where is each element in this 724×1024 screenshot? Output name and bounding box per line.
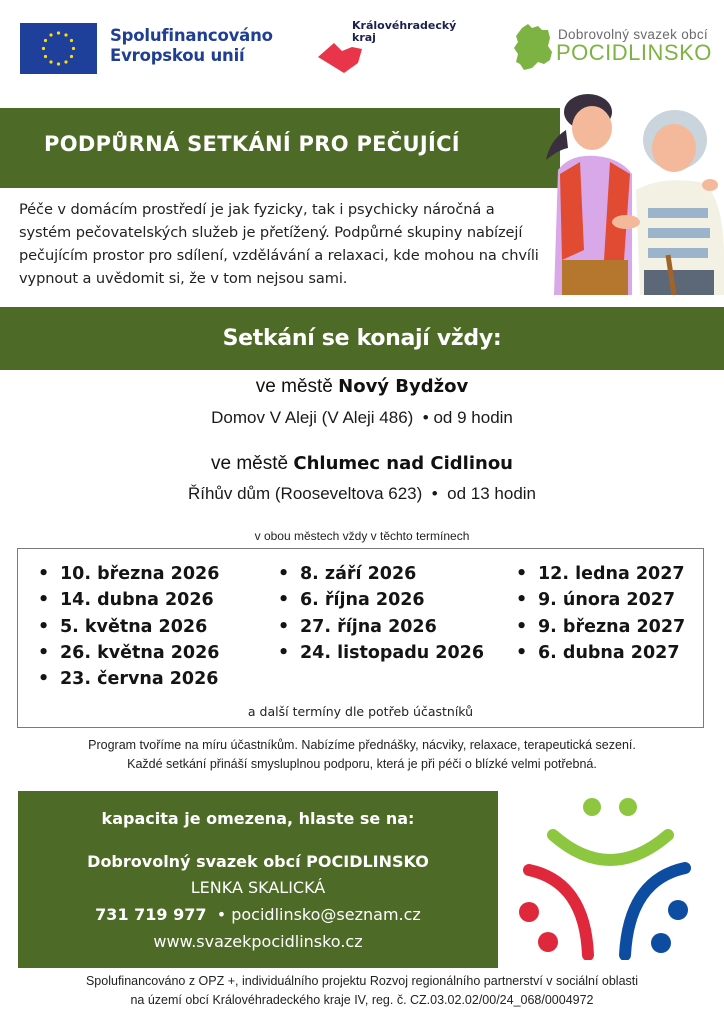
eu-stars-icon	[20, 23, 97, 74]
date-item: • 14. dubna 2026	[38, 587, 219, 613]
start-time: od 13 hodin	[447, 484, 537, 503]
eu-flag-logo	[20, 23, 97, 74]
date-item: • 9. března 2027	[516, 614, 685, 640]
contact-website-link[interactable]: www.svazekpocidlinsko.cz	[153, 932, 363, 951]
venue-address: Domov V Aleji (V Aleji 486)	[211, 408, 414, 427]
eu-text-line2: Evropskou unií	[110, 46, 245, 65]
dates-column-1	[38, 561, 219, 692]
contact-email-link[interactable]: pocidlinsko@seznam.cz	[231, 905, 421, 924]
contact-phone-email	[18, 905, 498, 924]
pocidlinsko-logo-subtitle: Dobrovolný svazek obcí	[558, 27, 708, 42]
date-item: • 8. září 2026	[278, 561, 484, 587]
date-item: • 9. února 2027	[516, 587, 685, 613]
schedule-band	[0, 307, 724, 370]
bullet-separator: •	[431, 484, 438, 503]
contact-phone[interactable]: 731 719 977	[95, 905, 207, 924]
kraj-line2: kraj	[352, 31, 376, 44]
footer-funding-note	[0, 972, 724, 1010]
pocidlinsko-map-icon	[514, 24, 554, 70]
contact-person: LENKA SKALICKÁ	[190, 878, 326, 897]
program-description	[0, 736, 724, 774]
date-item: • 5. května 2026	[38, 614, 219, 640]
dates-column-2	[278, 561, 484, 666]
pocidlinsko-logo-title: POCIDLINSKO	[556, 40, 712, 65]
date-item: • 27. října 2026	[278, 614, 484, 640]
date-item: • 10. března 2026	[38, 561, 219, 587]
smile-logo-icon	[513, 790, 693, 960]
venue-address: Říhův dům (Rooseveltova 623)	[187, 484, 423, 503]
location-2-address-line	[0, 484, 724, 504]
caregiver-illustration	[540, 90, 724, 295]
bullet-separator: •	[216, 905, 227, 924]
city-name: Nový Bydžov	[338, 376, 469, 397]
dates-box	[17, 548, 704, 728]
footer-line1: Spolufinancováno z OPZ +, individuálního projektu Rozvoj regionálního partnerství v sociální oblasti	[85, 974, 639, 988]
location-1-city-line	[0, 376, 724, 398]
page-title: PODPŮRNÁ SETKÁNÍ PRO PEČUJÍCÍ	[44, 132, 460, 156]
city-name: Chlumec nad Cidlinou	[293, 453, 513, 474]
city-prefix: ve městě	[255, 376, 339, 397]
eu-cofinanced-text	[110, 26, 273, 66]
program-line2: Každé setkání přináší smysluplnou podporu, která je při péči o blízké velmi potřebná.	[127, 757, 597, 771]
kraj-logo-text	[352, 20, 456, 44]
start-time: od 9 hodin	[433, 408, 513, 427]
date-item: • 6. října 2026	[278, 587, 484, 613]
date-item: • 26. května 2026	[38, 640, 219, 666]
city-prefix: ve městě	[211, 453, 294, 474]
date-item: • 6. dubna 2027	[516, 640, 685, 666]
contact-box	[18, 791, 498, 968]
eu-text-line1: Spolufinancováno	[110, 26, 273, 45]
intro-paragraph: Péče v domácím prostředí je jak fyzicky, tak i psychicky náročná a systém pečovatelských služeb je přetížený. Podpůrné skupiny nabízejí pečujícím prostor pro sdílení, vzdělávání a relaxaci, kde mohou na chvíli vypnout a uvědomit si, že v tom nejsou sami.	[19, 201, 539, 287]
bullet-separator: •	[422, 408, 429, 427]
schedule-heading: Setkání se konají vždy:	[222, 326, 502, 351]
date-item: • 23. června 2026	[38, 666, 219, 692]
contact-organization: Dobrovolný svazek obcí POCIDLINSKO	[87, 852, 429, 871]
contact-heading: kapacita je omezena, hlaste se na:	[101, 809, 415, 828]
kraj-line1: Královéhradecký	[352, 19, 457, 32]
dates-column-3	[516, 561, 685, 666]
title-band	[0, 108, 560, 188]
more-dates-note: a další termíny dle potřeb účastníků	[247, 704, 474, 719]
dates-note: v obou městech vždy v těchto termínech	[254, 529, 470, 543]
date-item: • 12. ledna 2027	[516, 561, 685, 587]
date-item: • 24. listopadu 2026	[278, 640, 484, 666]
program-line1: Program tvoříme na míru účastníkům. Nabízíme přednášky, nácviky, relaxace, terapeutická sezení.	[88, 738, 636, 752]
kraj-logo-mark-icon	[318, 39, 366, 73]
location-1-address-line	[0, 408, 724, 428]
location-2-city-line	[0, 453, 724, 475]
footer-line2: na území obcí Královéhradeckého kraje IV, reg. č. CZ.03.02.02/00/24_068/0004972	[130, 993, 594, 1007]
